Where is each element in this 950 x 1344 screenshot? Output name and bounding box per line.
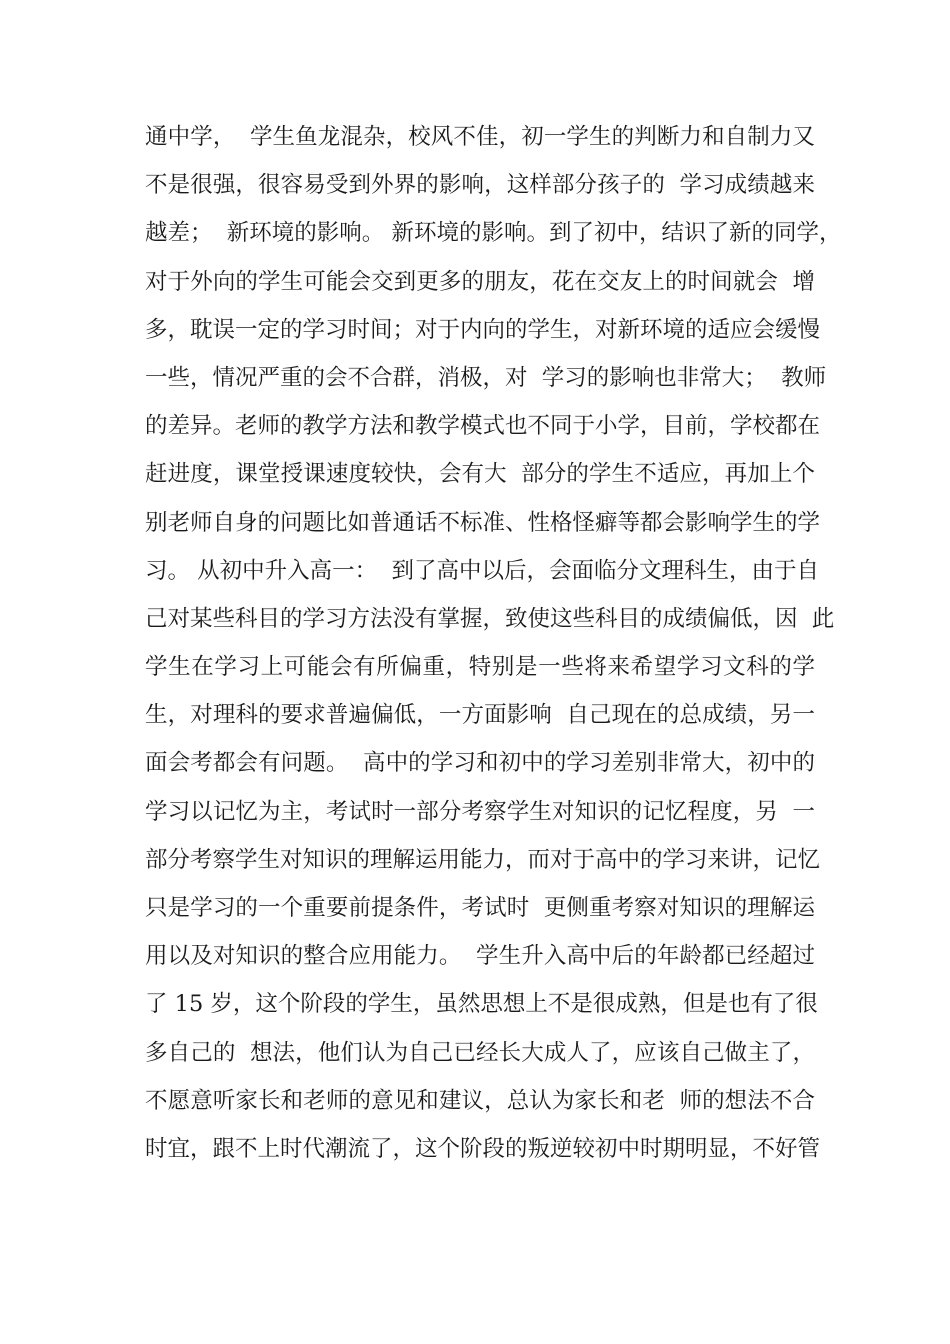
- text-line: 不是很强，很容易受到外界的影响，这样部分孩子的 学习成绩越来: [145, 172, 815, 199]
- text-line: 多自己的 想法，他们认为自己已经长大成人了，应该自己做主了，: [145, 1039, 815, 1066]
- text-line: 一些，情况严重的会不合群，消极，对 学习的影响也非常大； 教师: [145, 364, 827, 391]
- text-line: 多，耽误一定的学习时间；对于内向的学生，对新环境的适应会缓慢: [145, 316, 821, 343]
- body-text: [145, 113, 842, 1173]
- text-line: 部分考察学生对知识的理解运用能力，而对于高中的学习来讲，记忆: [145, 846, 821, 873]
- text-line: 时宜，跟不上时代潮流了，这个阶段的叛逆较初中时期明显，不好管: [145, 1135, 821, 1162]
- text-line: 己对某些科目的学习方法没有掌握，致使这些科目的成绩偏低，因 此: [145, 605, 835, 632]
- text-line: 的差异。老师的教学方法和教学模式也不同于小学，目前，学校都在: [145, 413, 821, 440]
- text-line: 习。 从初中升入高一： 到了高中以后，会面临分文理科生，由于自: [145, 557, 819, 584]
- text-line: 生，对理科的要求普遍偏低，一方面影响 自己现在的总成绩，另一: [145, 702, 815, 729]
- text-line: 了 15 岁，这个阶段的学生，虽然思想上不是很成熟，但是也有了很: [145, 991, 818, 1018]
- text-line: 不愿意听家长和老师的意见和建议，总认为家长和老 师的想法不合: [145, 1087, 815, 1114]
- text-line: 学习以记忆为主，考试时一部分考察学生对知识的记忆程度，另 一: [145, 798, 815, 825]
- text-line: 面会考都会有问题。 高中的学习和初中的学习差别非常大，初中的: [145, 750, 815, 777]
- text-line: 学生在学习上可能会有所偏重，特别是一些将来希望学习文科的学: [145, 654, 815, 681]
- text-line: 对于外向的学生可能会交到更多的朋友，花在交友上的时间就会 增: [145, 268, 815, 295]
- text-line: 越差； 新环境的影响。 新环境的影响。到了初中，结识了新的同学，: [145, 220, 842, 247]
- text-line: 通中学， 学生鱼龙混杂，校风不佳，初一学生的判断力和自制力又: [145, 124, 815, 150]
- text-line: 赶进度，课堂授课速度较快，会有大 部分的学生不适应，再加上个: [145, 461, 815, 488]
- text-line: 用以及对知识的整合应用能力。 学生升入高中后的年龄都已经超过: [145, 943, 815, 970]
- text-line: 别老师自身的问题比如普通话不标准、性格怪癖等都会影响学生的学: [145, 509, 821, 536]
- text-line: 只是学习的一个重要前提条件，考试时 更侧重考察对知识的理解运: [145, 895, 815, 921]
